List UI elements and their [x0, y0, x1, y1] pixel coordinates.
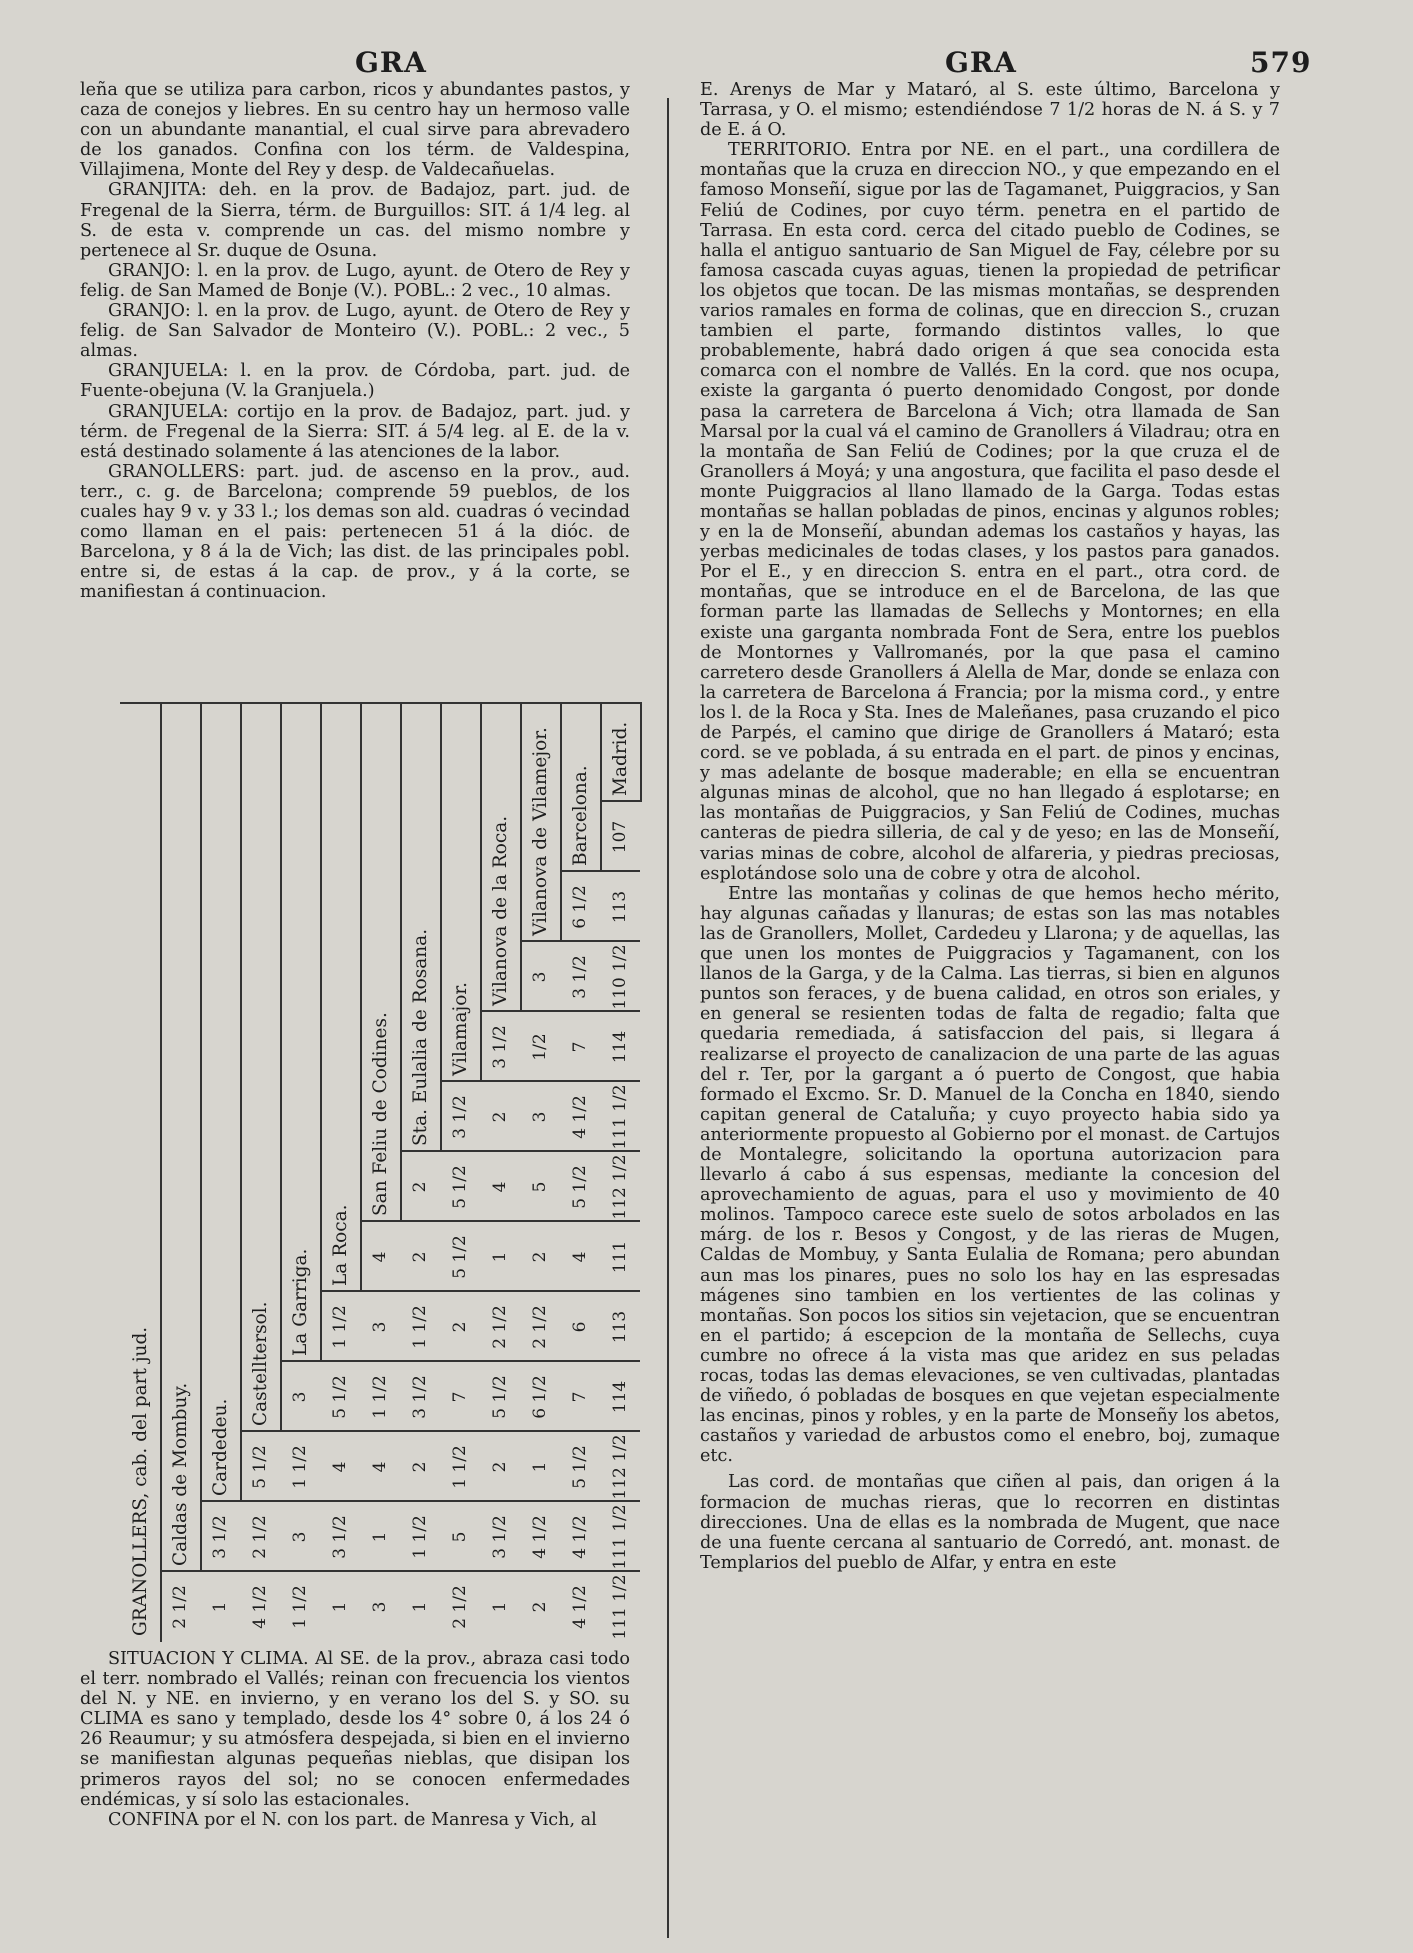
table-cell: 1 — [490, 1251, 510, 1263]
table-cell: 1 1/2 — [330, 1305, 350, 1349]
table-cell: 5 — [530, 1181, 550, 1193]
table-cell: 112 1/2 — [610, 1154, 630, 1220]
table-place-label: Sta. Eulalia de Rosana. — [409, 928, 431, 1146]
table-cell: 107 — [610, 820, 630, 854]
table-cell: 2 1/2 — [530, 1305, 550, 1349]
section-lead: TERRITORIO. — [728, 140, 852, 161]
table-cell: 1 1/2 — [290, 1585, 310, 1629]
table-cell: 1 1/2 — [370, 1375, 390, 1419]
table-cell: 5 1/2 — [250, 1445, 270, 1489]
table-place-label: San Feliu de Codines. — [369, 1012, 391, 1216]
table-cell: 3 1/2 — [210, 1515, 230, 1559]
table-cell: 1 — [490, 1601, 510, 1613]
table-cell: 2 — [530, 1601, 550, 1613]
entry-granjo-2: GRANJO: l. en la prov. de Lugo, ayunt. de Otero de Rey y felig. de San Salvador de Monteiro (V.). POBL.: 2 vec., 5 almas. — [80, 301, 630, 362]
table-cell: 2 1/2 — [450, 1585, 470, 1629]
entry-granjo-1: GRANJO: l. en la prov. de Lugo, ayunt. de Otero de Rey y felig. de San Mamed de Bonje (V.). POBL.: 2 vec., 10 almas. — [80, 260, 630, 301]
table-cell: 4 — [370, 1461, 390, 1473]
table-cell: 1/2 — [530, 1033, 550, 1061]
table-cell: 4 1/2 — [570, 1585, 590, 1629]
table-cell: 2 — [410, 1251, 430, 1263]
table-cell: 3 — [290, 1531, 310, 1543]
table-place-label: Cardedeu. — [209, 1398, 231, 1496]
paragraph: Las cord. de montañas que ciñen al pais, dan origen á la formacion de muchas rieras, que lo recorren en distintas direcciones. Una de ellas es la nombrada de Mugent, que nace de una fuente cercana al santuario de Corredó, ant. monast. de Templarios del pueblo de Alfar, y entra en este — [700, 1472, 1280, 1573]
table-place-label: Caldas de Mombuy. — [169, 1382, 191, 1566]
table-rule — [120, 703, 640, 705]
paragraph: E. Arenys de Mar y Mataró, al S. este último, Barcelona y Tarrasa, y O. el mismo; estendiéndose 7 1/2 horas de N. á S. y 7 de E. á O. — [700, 80, 1280, 141]
entry-granollers: GRANOLLERS: part. jud. de ascenso en la prov., aud. terr., c. g. de Barcelona; comprende 59 pueblos, de los cuales hay 9 v. y 33 l.; los demas son ald. cuadras ó vecindad como llaman en el pais: pertenecen 51 á la dióc. de Barcelona, y 8 á la de Vich; las dist. de las principales pobl. entre si, de estas á la cap. de prov., y á la corte, se manifiestan á continuacion. — [80, 461, 630, 603]
table-cell: 7 — [570, 1041, 590, 1053]
table-cell: 7 — [570, 1391, 590, 1403]
table-cell: 3 1/2 — [490, 1515, 510, 1559]
section-text: Entra por NE. en el part., una cordillera de montañas que la cruza en direccion NO., y que empezando en el famoso Monseñí, sigue por las de Tagamanet, Puiggracios, y San Feliú de Codines, por cuyo térm. penetra en el partido de Tarrasa. En esta cord. cerca del citado pueblo de Codines, se halla el antiguo santuario de San Miguel de Fay, célebre por su famosa cascada cuyas aguas, tienen la propiedad de petrificar los objetos que tocan. De las mismas montañas, se desprenden varios ramales en forma de colinas, que en direccion S., cruzan tambien el parte, formando distintos valles, lo que probablemente, habrá dado origen á que sea conocida esta comarca con el nombre de Vallés. En la cord. que nos ocupa, existe la garganta ó puerto denomidado Congost, por donde pasa la carretera de Barcelona á Vich; otra llamada de San Marsal por la cual vá el camino de Granollers á Viladrau; otra en la montaña de San Feliú de Codines; por la que cruza el de Granollers á Moyá; y una angostura, que facilita el paso desde el monte Puiggracios al llano llamado de la Garga. Todas estas montañas se hallan pobladas de pinos, encinas y algunos robles; y en la de Monseñí, abundan ademas los castaños y hayas, las yerbas medicinales de todas clases, y los pastos para ganados. Por el E., y en direccion S. entra en el part., otra cord. de montañas, que se introduce en el de Barcelona, de las que forman parte las llamadas de Sellechs y Montornes; en ella existe una garganta nombrada Font de Sera, entre los pueblos de Montornes y Vallromanés, por la que pasa el camino carretero desde Granollers á Alella de Mar, donde se enlaza con la carretera de Barcelona á Francia; por la misma cord., y entre los l. de la Roca y Sta. Ines de Maleñanes, pasa cruzando el pico de Parpés, el camino que dirige de Granollers á Mataró; esta cord. se ve poblada, á su entrada en el part. de pinos y encinas, y mas adelante de bosque maderable; en ella se encuentran algunas minas de alcohol, que no han llegado á esplotarse; en las montañas de Puiggracios, y San Feliú de Codines, muchas canteras de piedra silleria, de cal y de yeso; en las de Monseñí, varias minas de cobre, alcohol de alfareria, y piedras preciosas, esplotándose solo una de cobre y otra de alcohol. — [700, 140, 1280, 884]
table-place-label: Vilanova de la Roca. — [489, 815, 511, 1006]
table-cell: 114 — [610, 1030, 630, 1064]
section-lead: SITUACION Y CLIMA. — [108, 1649, 309, 1669]
table-cell: 2 — [530, 1251, 550, 1263]
table-cell: 3 1/2 — [450, 1095, 470, 1139]
table-cell: 4 — [490, 1181, 510, 1193]
table-cell: 111 1/2 — [610, 1574, 630, 1640]
table-place-label: Castelltersol. — [249, 1301, 271, 1426]
table-place-label: La Roca. — [329, 1204, 351, 1286]
table-cell: 3 1/2 — [410, 1375, 430, 1419]
table-cell: 1 1/2 — [450, 1445, 470, 1489]
table-cell: 112 1/2 — [610, 1434, 630, 1500]
table-cell: 1 — [210, 1601, 230, 1613]
table-cell: 1 1/2 — [410, 1305, 430, 1349]
table-cell: 4 — [370, 1251, 390, 1263]
table-cell: 5 1/2 — [330, 1375, 350, 1419]
table-cell: 111 — [610, 1240, 630, 1274]
distance-table — [72, 702, 640, 1642]
table-cell: 1 — [330, 1601, 350, 1613]
table-cell: 4 1/2 — [570, 1515, 590, 1559]
table-place-label: Vilamajor. — [449, 981, 471, 1076]
table-cell: 111 1/2 — [610, 1084, 630, 1150]
left-column-bottom — [80, 1649, 630, 1830]
table-place-label: Barcelona. — [569, 765, 591, 866]
table-cell: 3 — [530, 1111, 550, 1123]
entry-granjita: GRANJITA: deh. en la prov. de Badajoz, part. jud. de Fregenal de la Sierra, térm. de Burguillos: SIT. á 1/4 leg. al S. de esta v. comprende un cas. del mismo nombre y pertenece al Sr. duque de Osuna. — [80, 180, 630, 261]
table-cell: 2 — [490, 1461, 510, 1473]
table-cell: 4 1/2 — [250, 1585, 270, 1629]
table-cell: 1 — [370, 1531, 390, 1543]
entry-granjuela-2: GRANJUELA: cortijo en la prov. de Badajoz, part. jud. y térm. de Fregenal de la Sierra: SIT. á 5/4 leg. al E. de la v. está destinado solamente á las atenciones de la labor. — [80, 401, 630, 462]
table-cell: 2 1/2 — [170, 1585, 190, 1629]
table-cell: 1 — [410, 1601, 430, 1613]
table-cell: 1 1/2 — [290, 1445, 310, 1489]
table-cell: 113 — [610, 890, 630, 924]
table-cell: 2 1/2 — [490, 1305, 510, 1349]
table-cell: 4 1/2 — [530, 1515, 550, 1559]
section-text: Al SE. de la prov., abraza casi todo el terr. nombrado el Vallés; reinan con frecuencia los vientos del N. y NE. en invierno, y en verano los del S. y SO. su CLIMA es sano y templado, desde los 4° sobre 0, á los 24 ó 26 Reaumur; y su atmósfera despejada, si bien en el invierno se manifiestan algunas pequeñas nieblas, que disipan los primeros rayos del sol; no se conocen enfermedades endémicas, y sí solo las estacionales. — [80, 1649, 631, 1810]
running-head-left: GRA — [355, 46, 427, 79]
table-cell: 3 1/2 — [570, 955, 590, 999]
table-cell: 6 — [570, 1321, 590, 1333]
table-cell: 4 — [570, 1251, 590, 1263]
paragraph: leña que se utiliza para carbon, ricos y abundantes pastos, y caza de conejos y liebres. En su centro hay un hermoso valle con un abundante manantial, el cual sirve para abrevadero de los ganados. Confina con los térm. de Valdespina, Villajimena, Monte del Rey y desp. de Valdecañuelas. — [80, 80, 630, 181]
column-divider — [667, 98, 669, 1938]
table-cell: 4 1/2 — [570, 1095, 590, 1139]
table-cell: 5 — [450, 1531, 470, 1543]
table-cell: 5 1/2 — [490, 1375, 510, 1419]
table-place-label: La Garriga. — [289, 1248, 311, 1356]
right-column — [700, 80, 1280, 1573]
section-text: por el N. con los part. de Manresa y Vich, al — [204, 1809, 597, 1830]
table-cell: 7 — [450, 1391, 470, 1403]
table-cell: 6 1/2 — [570, 885, 590, 929]
table-cell: 3 — [290, 1391, 310, 1403]
table-cell: 111 1/2 — [610, 1504, 630, 1570]
table-cell: 3 — [530, 971, 550, 983]
running-head-right: GRA — [945, 46, 1017, 79]
table-cell: 3 — [370, 1601, 390, 1613]
section-territorio — [700, 140, 1280, 883]
table-place-label: Madrid. — [609, 721, 631, 796]
table-cell: 5 1/2 — [570, 1445, 590, 1489]
table-place-label: Vilanova de Vilamejor. — [529, 727, 551, 936]
table-cell: 2 — [490, 1111, 510, 1123]
paragraph: Entre las montañas y colinas de que hemos hecho mérito, hay algunas cañadas y llanuras; de estas son las mas notables las de Granollers, Mollet, Cardedeu y Llarona; y de aquellas, las que unen los montes de Puiggracios y Tagamanent, con los llanos de la Garga, y de la Calma. Las tierras, si bien en algunos puntos son feraces, y de buena calidad, en otros son eriales, y en general se resienten todas de falta de regadio; falta que quedaria remediada, á satisfaccion del pais, si llegara á realizarse el proyecto de canalizacion de una parte de las aguas del r. Ter, por la gargant a ó puerto de Congost, que habia formado el Excmo. Sr. D. Manuel de la Concha en 1840, siendo capitan general de Cataluña; y cuyo proyecto habia sido ya anteriormente propuesto al Gobierno por el monast. de Cartujos de Montalegre, solicitando la oportuna autorizacion para llevarlo á cabo á sus espensas, mediante la concesion del aprovechamiento de aguas, para el uso y movimiento de 40 molinos. Tampoco carece este suelo de sotos arbolados en las márg. de los r. Besos y Congost, y de las rieras de Mugen, Caldas de Mombuy, y Santa Eulalia de Romana; pero abundan aun mas los pinares, pues no solo los hay en las espresadas mágenes sino tambien en los vertientes de las colinas y montañas. Son pocos los sitios sin vejetacion, que se encuentran en el partido; á escepcion de la montaña de Sellechs, cuya cumbre no ofrece á la vista mas que aridez en sus peladas rocas, todas las demas elevaciones, se ven cultivadas, plantadas de viñedo, ó pobladas de bosques en que vejetan especialmente las encinas, pinos y robles, y en la parte de Monseñy los abetos, castaños y variedad de arbustos como el enebro, boj, zumaque etc. — [700, 883, 1280, 1467]
section-confina — [80, 1810, 630, 1830]
table-cell: 2 — [410, 1461, 430, 1473]
table-rule — [640, 702, 642, 802]
section-situacion — [80, 1649, 630, 1810]
table-cell: 4 — [330, 1461, 350, 1473]
table-cell: 3 — [370, 1321, 390, 1333]
table-cell: 1 — [530, 1461, 550, 1473]
page-number: 579 — [1250, 46, 1312, 79]
section-lead: CONFINA — [108, 1809, 199, 1830]
table-cell: 1 1/2 — [410, 1515, 430, 1559]
table-place-label: GRANOLLERS, cab. del part jud. — [129, 1326, 151, 1636]
entry-granjuela-1: GRANJUELA: l. en la prov. de Córdoba, part. jud. de Fuente-obejuna (V. la Granjuela.) — [80, 361, 630, 402]
table-cell: 114 — [610, 1380, 630, 1414]
table-cell: 113 — [610, 1310, 630, 1344]
table-cell: 6 1/2 — [530, 1375, 550, 1419]
table-cell: 2 1/2 — [250, 1515, 270, 1559]
table-cell: 2 — [450, 1321, 470, 1333]
left-column-top — [80, 80, 630, 602]
table-cell: 5 1/2 — [570, 1165, 590, 1209]
table-cell: 5 1/2 — [450, 1235, 470, 1279]
table-cell: 3 1/2 — [490, 1025, 510, 1069]
table-cell: 110 1/2 — [610, 944, 630, 1010]
distance-table-wrapper — [72, 702, 640, 1642]
table-cell: 2 — [410, 1181, 430, 1193]
table-cell: 3 1/2 — [330, 1515, 350, 1559]
table-cell: 5 1/2 — [450, 1165, 470, 1209]
